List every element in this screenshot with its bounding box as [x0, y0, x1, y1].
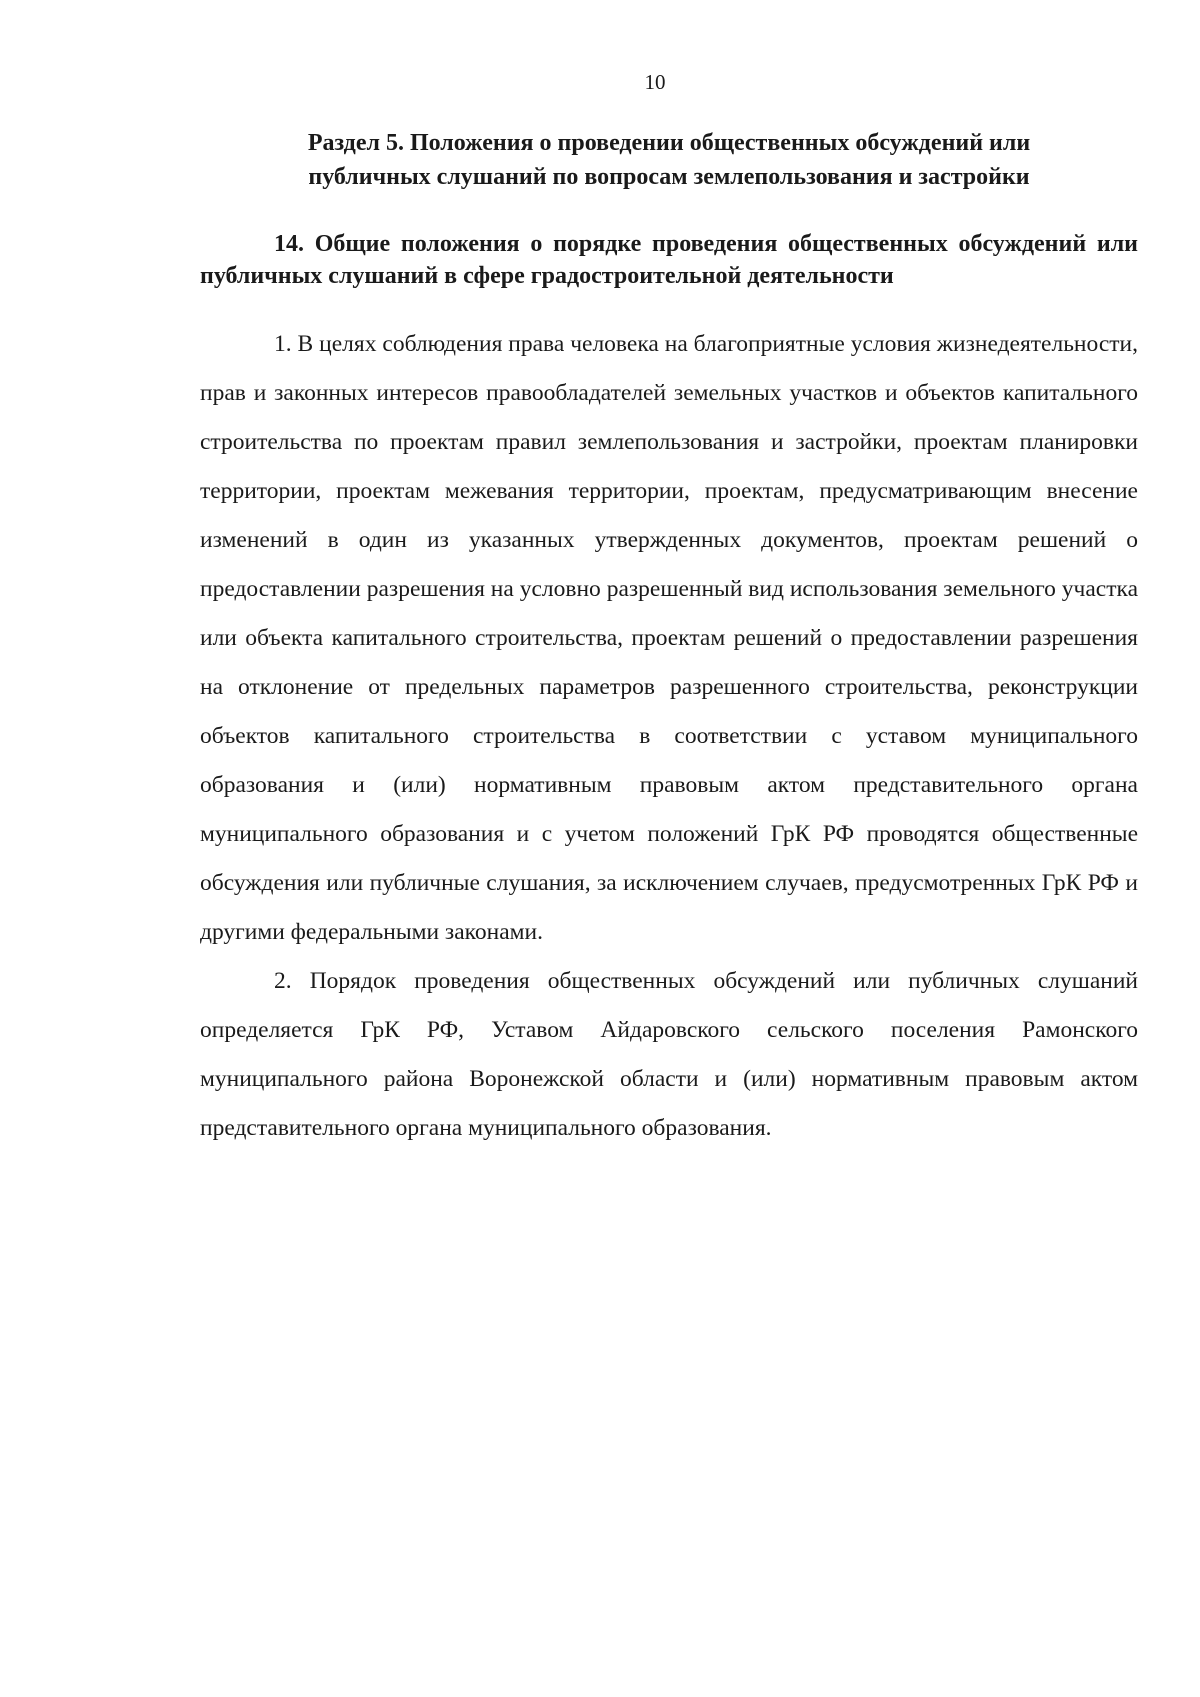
- paragraph-1: 1. В целях соблюдения права человека на благоприятные условия жизнедеятельности, прав и законных интересов правообладателей земельных участков и объектов капитального строительства по проектам правил землепользования и застройки, проектам планировки территории, проектам межевания территории, проектам, предусматривающим внесение изменений в один из указанных утвержденных документов, проектам решений о предоставлении разрешения на условно разрешенный вид использования земельного участка или объекта капитального строительства, проектам решений о предоставлении разрешения на отклонение от предельных параметров разрешенного строительства, реконструкции объектов капитального строительства в соответствии с уставом муниципального образования и (или) нормативным правовым актом представительного органа муниципального образования и с учетом положений ГрК РФ проводятся общественные обсуждения или публичные слушания, за исключением случаев, предусмотренных ГрК РФ и другими федеральными законами.: [200, 331, 1138, 945]
- document-body: [200, 126, 1138, 1153]
- subsection-title: 14. Общие положения о порядке проведения общественных обсуждений или публичных слушаний в сфере градостроительной деятельности: [200, 231, 1138, 289]
- paragraph-2: 2. Порядок проведения общественных обсуждений или публичных слушаний определяется ГрК РФ, Уставом Айдаровского сельского поселения Рамонского муниципального района Воронежской области и (или) нормативным правовым актом представительного органа муниципального образования.: [200, 968, 1138, 1141]
- section-title: [200, 126, 1138, 194]
- section-title-line-2: публичных слушаний по вопросам землепользования и застройки: [308, 164, 1030, 190]
- page-number: 10: [644, 70, 666, 94]
- section-title-line-1: Раздел 5. Положения о проведении общественных обсуждений или: [307, 130, 1031, 156]
